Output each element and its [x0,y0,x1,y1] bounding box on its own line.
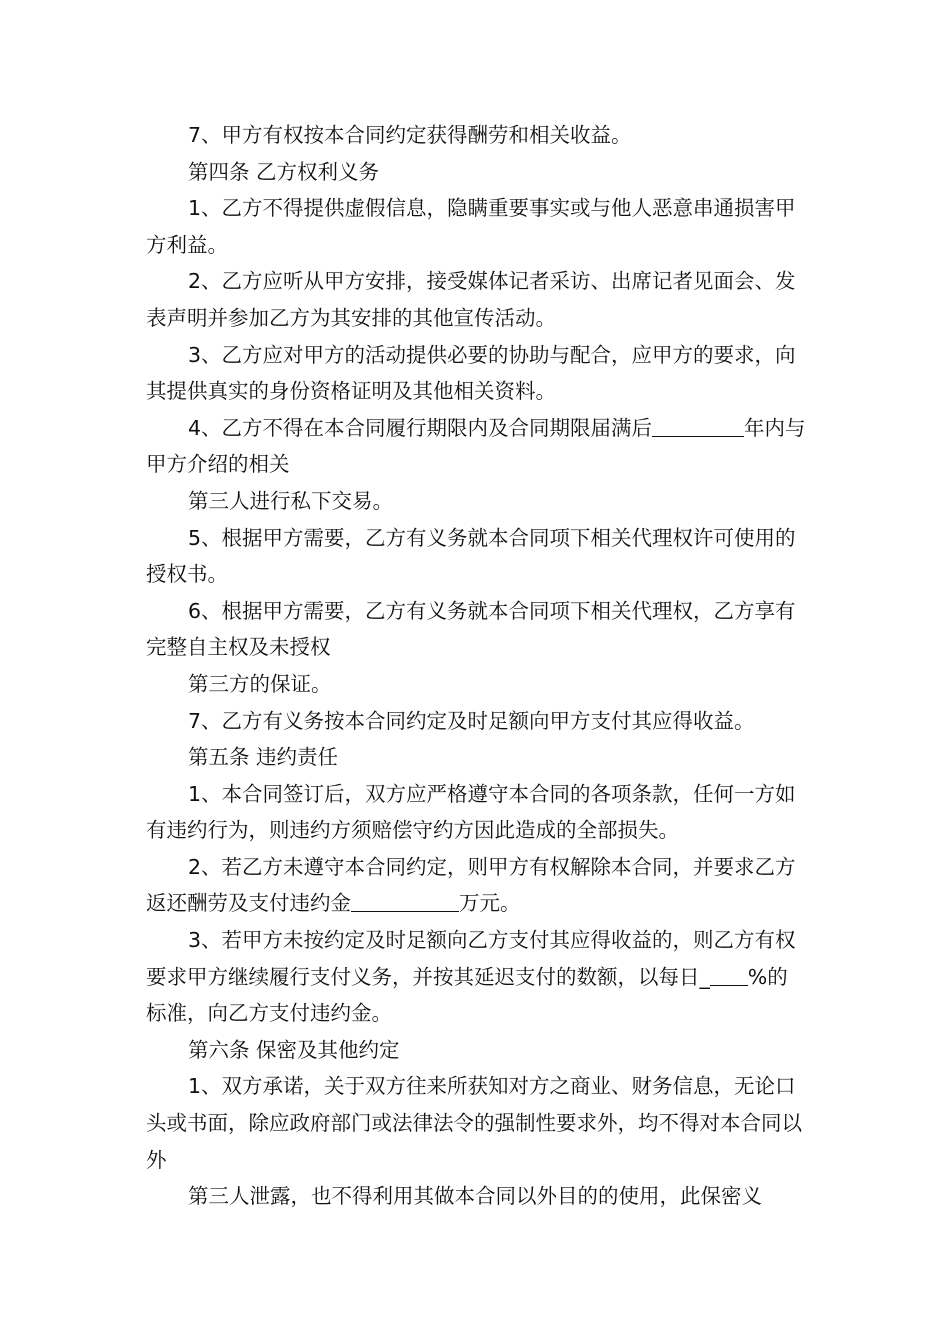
fill-in-blank [710,965,748,986]
section-heading: 第六条 保密及其他约定 [188,1037,400,1062]
paragraph: 2、乙方应听从甲方安排，接受媒体记者采访、出席记者见面会、发表声明并参加乙方为其安排的其他宣传活动。 [146,269,796,330]
paragraph: 5、根据甲方需要，乙方有义务就本合同项下相关代理权许可使用的授权书。 [146,525,796,587]
paragraph: 7、甲方有权按本合同约定获得酬劳和相关收益。 [188,123,632,147]
paragraph-text: 3、若甲方未按约定及时足额向乙方支付其应得收益的，则乙方有权要求甲方继续履行支付义务，并按其延迟支付的数额，以每日_ [146,928,796,989]
paragraph-text: 4、乙方不得在本合同履行期限内及合同期限届满后 [188,415,653,440]
paragraph-with-blank [146,849,808,922]
document-body [146,117,808,1215]
paragraph-with-blank [146,410,808,483]
paragraph-text: 2、若乙方未遵守本合同约定，则甲方有权解除本合同，并要求乙方返还酬劳及支付违约金 [146,854,796,916]
fill-in-blank [351,891,459,912]
paragraph-text: %的标准，向乙方支付违约金。 [146,964,788,1026]
paragraph-text: 年内与甲方介绍的相关 [146,415,806,477]
paragraph: 1、双方承诺，关于双方往来所获知对方之商业、财务信息，无论口头或书面，除应政府部门或法律法令的强制性要求外，均不得对本合同以外 [146,1074,802,1172]
paragraph-with-blank [146,922,808,1032]
paragraph: 1、本合同签订后，双方应严格遵守本合同的各项条款，任何一方如有违约行为，则违约方须赔偿守约方因此造成的全部损失。 [146,781,796,843]
paragraph: 6、根据甲方需要，乙方有义务就本合同项下相关代理权，乙方享有完整自主权及未授权 [146,598,796,660]
paragraph: 第三人泄露，也不得利用其做本合同以外目的的使用，此保密义 [188,1184,762,1209]
fill-in-blank [652,416,744,437]
paragraph: 7、乙方有义务按本合同约定及时足额向甲方支付其应得收益。 [188,708,755,733]
paragraph: 3、乙方应对甲方的活动提供必要的协助与配合，应甲方的要求，向其提供真实的身份资格证明及其他相关资料。 [146,342,796,404]
paragraph: 第三人进行私下交易。 [188,488,393,513]
section-heading: 第五条 违约责任 [188,745,339,770]
paragraph: 第三方的保证。 [188,671,332,696]
paragraph: 1、乙方不得提供虚假信息，隐瞒重要事实或与他人恶意串通损害甲方利益。 [146,196,796,257]
paragraph-text: 万元。 [459,891,521,916]
section-heading: 第四条 乙方权利义务 [188,159,380,184]
